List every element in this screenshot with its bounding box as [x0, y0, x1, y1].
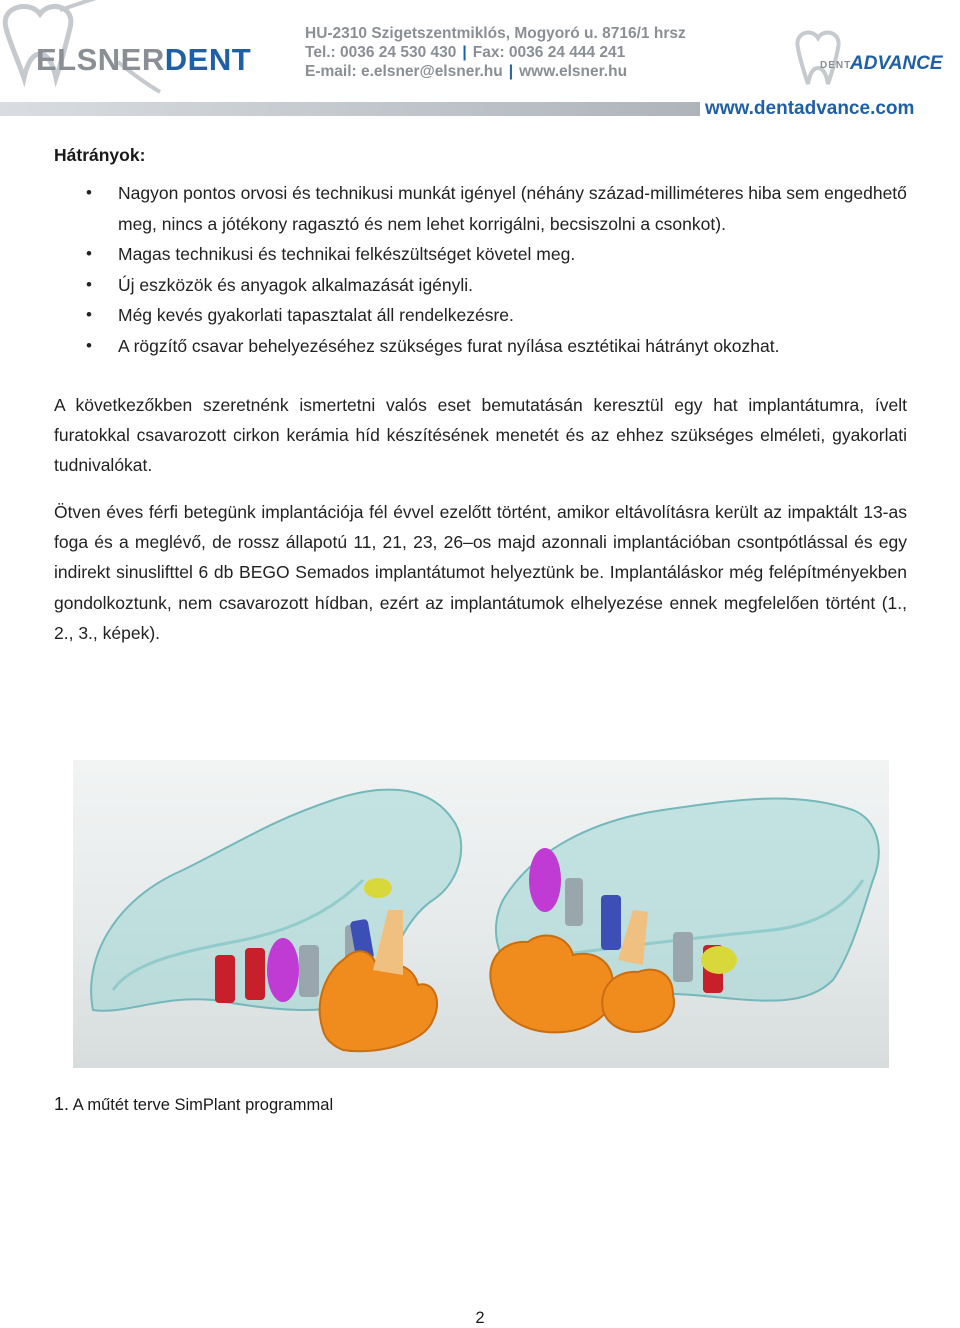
- separator: |: [462, 44, 467, 61]
- marker-yellow: [364, 878, 392, 898]
- list-item: [54, 239, 907, 270]
- separator: |: [508, 63, 514, 80]
- list-item: [54, 178, 907, 239]
- case-paragraph: Ötven éves férfi betegünk implantációja fél évvel ezelőtt történt, amikor eltávolításra került az impaktált 13-as foga és a meglévő, de rossz állapotú 11, 21, 23, 26–os majd azonnali implantációban csontpótlással és egy indirekt sinuslifttel 6 db BEGO Semados implantátumot helyeztünk be. Implantáláskor még felépítményekben gondolkoztunk, nem csavarozott hídban, ezért az implantátumok elhelyezése ennek megfelelően történt (1., 2., 3., képek).: [54, 502, 907, 643]
- page-number: 2: [475, 1309, 485, 1327]
- disadvantages-list: [54, 178, 907, 361]
- phone-fax-line: [305, 43, 686, 62]
- caption-number: 1.: [54, 1094, 70, 1114]
- list-item-text: Nagyon pontos orvosi és technikusi munkát igényel (néhány század-milliméteres hiba sem engedhető meg, nincs a jótékony ragasztó és nem lehet korrigálni, becsiszolni a csonkot).: [118, 183, 907, 234]
- phone-text: Tel.: 0036 24 530 430: [305, 44, 457, 61]
- list-item-text: Még kevés gyakorlati tapasztalat áll rendelkezésre.: [118, 305, 514, 325]
- implant-gray-3: [565, 878, 583, 926]
- document-body: [54, 145, 907, 643]
- brand-name-part-2: DENT: [164, 42, 252, 77]
- implant-gray-4: [673, 932, 693, 982]
- email-web-line: [305, 62, 686, 81]
- implant-blue-right: [601, 895, 621, 950]
- caption-text: A műtét terve SimPlant programmal: [69, 1096, 334, 1114]
- address-line: HU-2310 Szigetszentmiklós, Mogyoró u. 8716/1 hrsz: [305, 25, 686, 42]
- marker-yellow-right: [701, 946, 737, 974]
- list-item-text: Magas technikusi és technikai felkészültséget követel meg.: [118, 244, 576, 264]
- simplant-figure-image: [73, 760, 889, 1068]
- bullet-icon: •: [86, 244, 92, 263]
- graft-magenta-right: [529, 848, 561, 912]
- brand-name: [36, 42, 251, 78]
- graft-magenta: [267, 938, 299, 1002]
- tooth-crowns-right-2: [602, 970, 674, 1032]
- brand-name-part-1: ELSNER: [36, 42, 165, 77]
- section-heading: Hátrányok:: [54, 145, 146, 165]
- header-divider-bar: [0, 102, 700, 116]
- fax-text: Fax: 0036 24 444 241: [472, 44, 626, 61]
- website-link[interactable]: www.dentadvance.com: [705, 98, 915, 119]
- bullet-icon: •: [86, 274, 92, 294]
- implant-red-1: [215, 955, 235, 1003]
- dentadvance-logo: [790, 28, 960, 88]
- logo-dent-text: DENT: [820, 60, 852, 71]
- elsner-web-text: www.elsner.hu: [519, 63, 628, 80]
- contact-block: [305, 24, 686, 81]
- list-item: [54, 270, 907, 301]
- list-item-text: Új eszközök és anyagok alkalmazását igényli.: [118, 274, 474, 295]
- bullet-icon: •: [86, 335, 92, 355]
- elsnerdent-logo: [0, 0, 260, 100]
- tooth-outline-icon: [790, 28, 850, 88]
- intro-paragraph: A következőkben szeretnénk ismertetni valós eset bemutatásán keresztül egy hat implantátumra, ívelt furatokkal csavarozott cirkon kerámia híd készítésének menetét és az ehhez szükséges elméleti, gyakorlati tudnivalókat.: [54, 395, 907, 476]
- letterhead: [0, 0, 960, 125]
- bullet-icon: •: [86, 183, 92, 202]
- implant-plan-illustration: [73, 760, 889, 1068]
- email-text: E-mail: e.elsner@elsner.hu: [305, 63, 503, 80]
- list-item-text: A rögzítő csavar behelyezéséhez szükséges furat nyílása esztétikai hátrányt okozhat.: [118, 335, 780, 356]
- implant-red-2: [245, 948, 265, 1000]
- implant-gray-1: [299, 945, 319, 997]
- list-item: [54, 331, 907, 362]
- logo-advance-text: ADVANCE: [850, 53, 943, 74]
- bullet-icon: •: [86, 305, 92, 324]
- list-item: [54, 300, 907, 331]
- figure-caption: [54, 1094, 333, 1115]
